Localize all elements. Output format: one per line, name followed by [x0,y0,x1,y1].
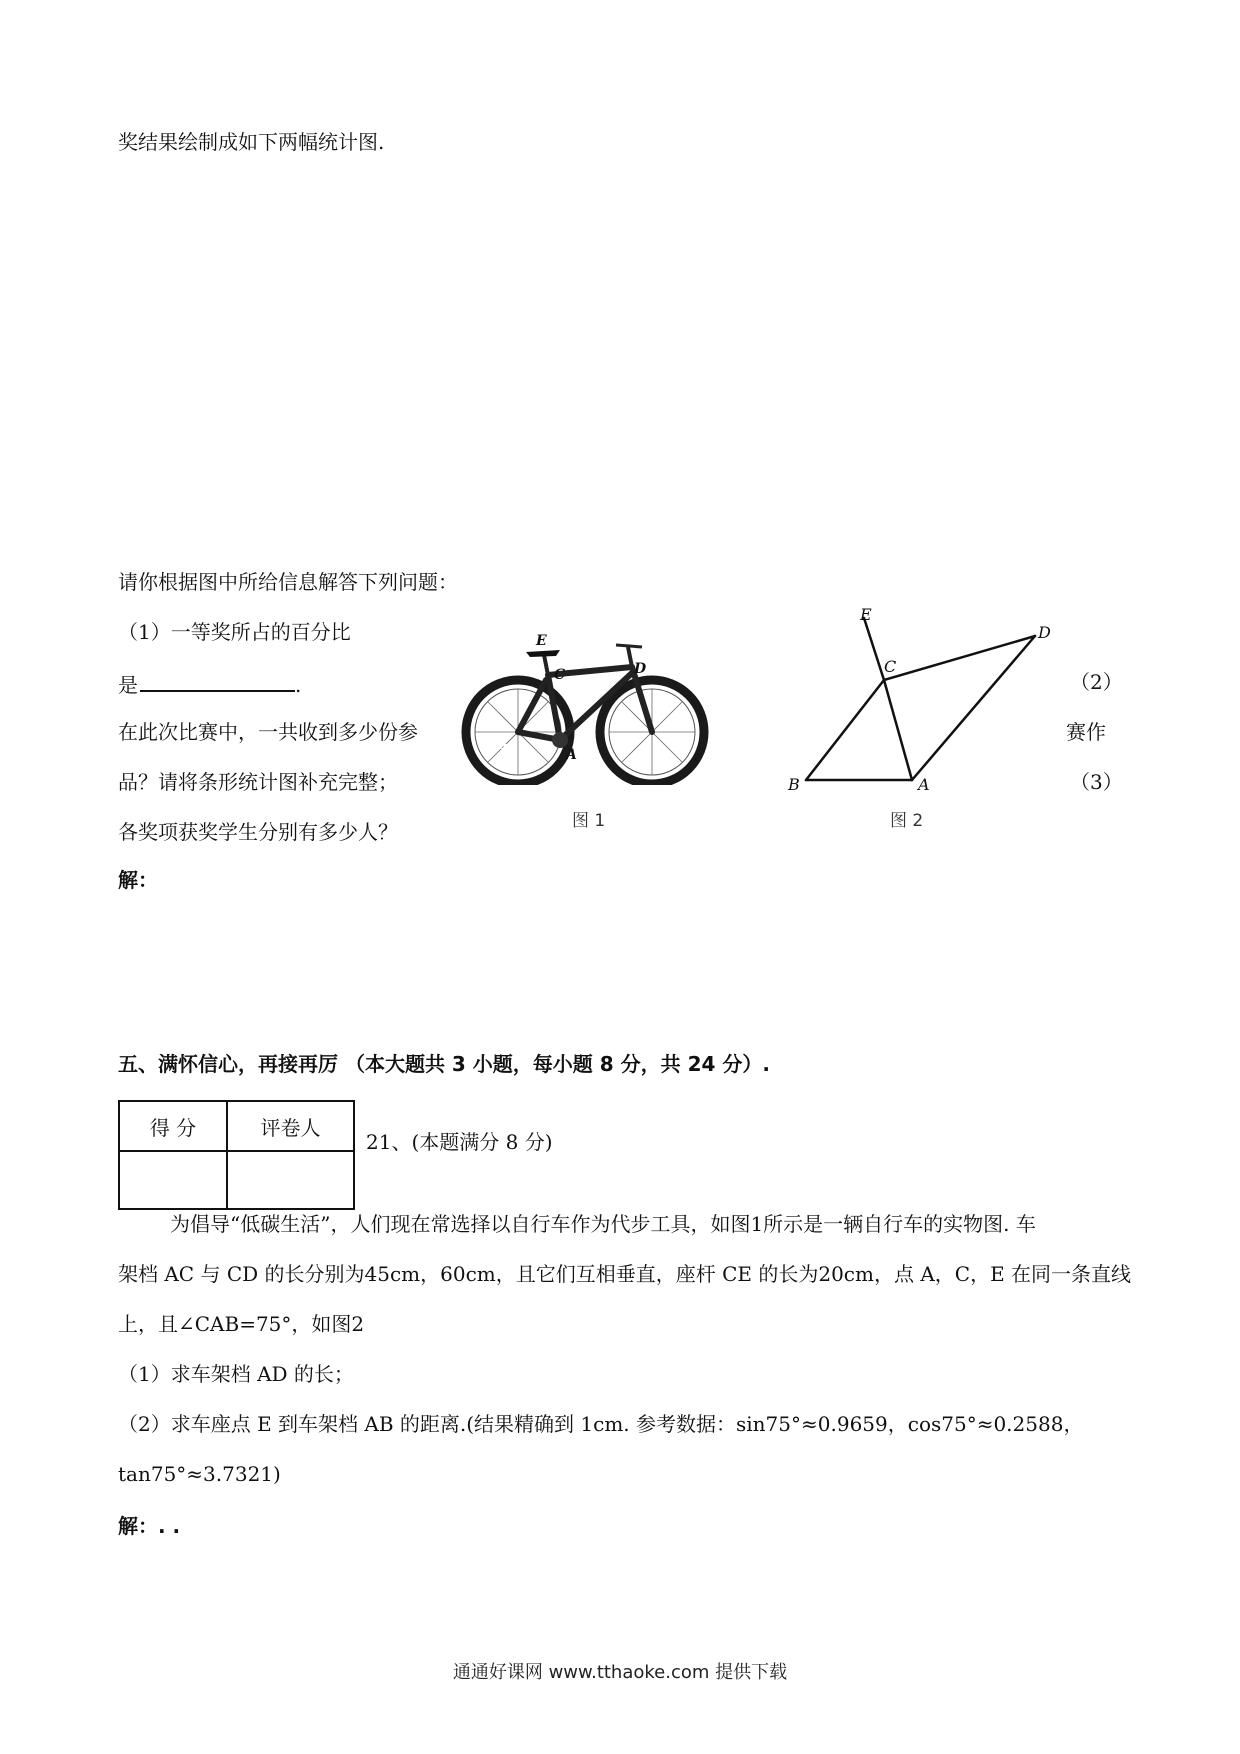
fig1-label-e: E [536,633,547,649]
instruction-line: 请你根据图中所给信息解答下列问题： [118,570,458,594]
figure-1-caption: 图 1 [572,811,606,831]
answer-label-2: 解：. . [118,1514,181,1538]
answer-blank[interactable] [140,668,295,692]
question-1-prefix: 是 [118,673,138,697]
question-1-text: （1）一等奖所占的百分比 [118,620,351,644]
question-21-body-1: 为倡导“低碳生活”，人们现在常选择以自行车作为代步工具，如图1所示是一辆自行车的实物图. 车 [170,1212,1036,1236]
fig2-label-c: C [884,657,897,676]
geometry-figure [780,600,1060,800]
question-21-title: 21、(本题满分 8 分) [366,1130,553,1154]
score-table [118,1100,355,1210]
question-1-blank-line [118,668,301,699]
question-2-text-b: 赛作 [1066,720,1106,744]
fig2-label-d: D [1038,623,1051,642]
question-21-body-2: 架档 AC 与 CD 的长分别为45cm，60cm，且它们互相垂直，座杆 CE 的长为20cm，点 A，C，E 在同一条直线 [118,1262,1132,1286]
section-five-heading: 五、满怀信心，再接再厉 （本大题共 3 小题，每小题 8 分，共 24 分）. [118,1052,771,1076]
grader-cell[interactable] [227,1151,354,1209]
answer-label-1: 解： [118,868,158,892]
score-header: 得 分 [119,1101,227,1151]
page-footer: 通通好课网 www.tthaoke.com 提供下载 [452,1662,788,1683]
fig1-label-a: A [566,747,577,763]
fig1-label-d: D [634,661,647,677]
question-21-sub-1: （1）求车架档 AD 的长； [118,1362,354,1386]
intro-line: 奖结果绘制成如下两幅统计图. [118,130,385,154]
question-2-text-a: 在此次比赛中，一共收到多少份参 [118,720,418,744]
question-1-suffix: . [295,673,302,697]
question-3-label: （3） [1070,770,1123,794]
score-cell[interactable] [119,1151,227,1209]
grader-header: 评卷人 [227,1101,354,1151]
fig1-label-c: C [554,667,566,683]
question-2-label: （2） [1070,670,1123,694]
question-21-sub-2b: tan75°≈3.7321) [118,1462,281,1486]
fig2-label-e: E [860,605,872,624]
question-3-text: 各奖项获奖学生分别有多少人？ [118,820,398,844]
question-2-text-c: 品？请将条形统计图补充完整； [118,770,398,794]
figure-2-caption: 图 2 [890,811,924,831]
fig2-label-b: B [788,775,800,794]
bicycle-figure [460,625,710,785]
fig1-label-b: B [496,737,508,753]
question-21-sub-2: （2）求车座点 E 到车架档 AB 的距离.(结果精确到 1cm. 参考数据：sin75°≈0.9659，cos75°≈0.2588， [118,1412,1084,1436]
question-21-body-3: 上，且∠CAB=75°，如图2 [118,1312,365,1336]
fig2-label-a: A [918,775,930,794]
